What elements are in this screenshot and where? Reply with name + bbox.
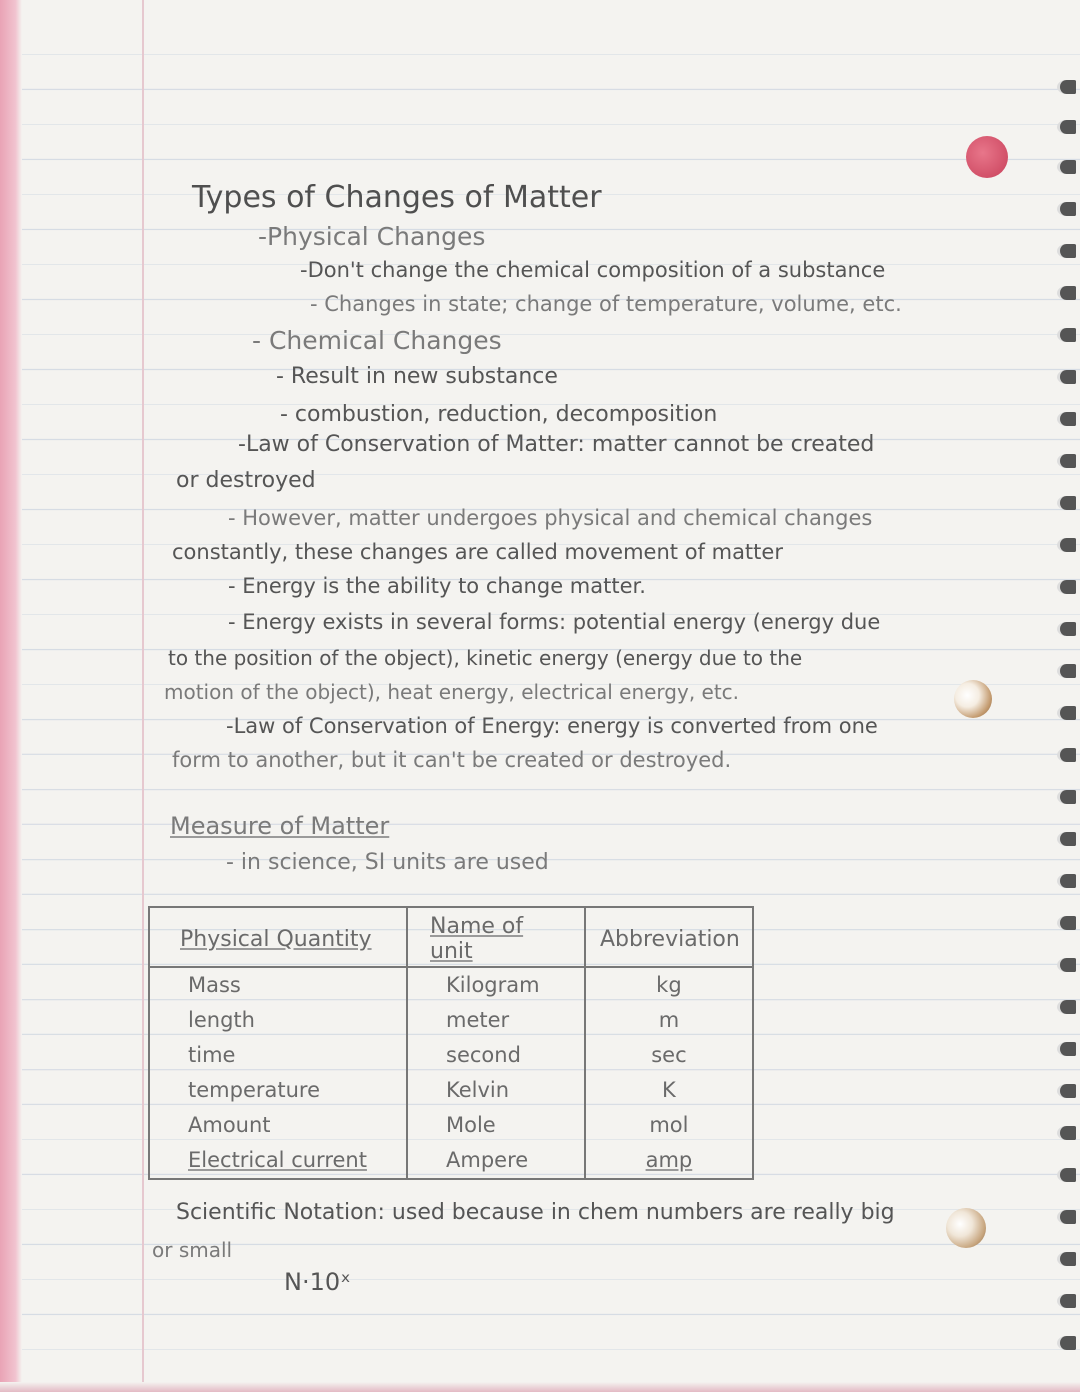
spiral-ring: [1057, 1294, 1076, 1308]
law-conservation-energy-cont: form to another, but it can't be created or destroyed.: [172, 748, 732, 772]
spiral-ring: [1057, 244, 1076, 258]
abbreviation-cell: kg: [585, 967, 753, 1003]
spiral-binding: [1054, 80, 1080, 1380]
table-row: [149, 1003, 753, 1038]
spiral-ring: [1057, 1126, 1076, 1140]
table-row: [149, 1108, 753, 1143]
abbreviation-cell: sec: [585, 1038, 753, 1073]
spiral-ring: [1057, 160, 1076, 174]
measure-heading: Measure of Matter: [170, 812, 390, 840]
quantity-cell: Mass: [149, 967, 407, 1003]
spiral-ring: [1057, 790, 1076, 804]
spiral-ring: [1057, 370, 1076, 384]
units-table-header-row: [149, 907, 753, 967]
quantity-cell: time: [149, 1038, 407, 1073]
physical-changes-point-2: - Changes in state; change of temperature, volume, etc.: [310, 292, 902, 316]
energy-forms-cont-2: motion of the object), heat energy, electrical energy, etc.: [164, 680, 740, 704]
margin-line: [142, 0, 144, 1392]
measure-si-units: - in science, SI units are used: [226, 850, 549, 875]
unit-cell: second: [407, 1038, 585, 1073]
spiral-ring: [1057, 1252, 1076, 1266]
energy-forms: - Energy exists in several forms: potential energy (energy due: [228, 610, 881, 634]
spiral-ring: [1057, 1336, 1076, 1350]
units-table: [148, 906, 754, 1180]
table-row: [149, 1038, 753, 1073]
spiral-ring: [1057, 1000, 1076, 1014]
unit-cell: Kelvin: [407, 1073, 585, 1108]
quantity-cell: Amount: [149, 1108, 407, 1143]
spiral-ring: [1057, 958, 1076, 972]
quantity-cell: temperature: [149, 1073, 407, 1108]
spiral-ring: [1057, 328, 1076, 342]
however-line-cont: constantly, these changes are called movement of matter: [172, 540, 783, 564]
table-row: [149, 1073, 753, 1108]
table-row: [149, 967, 753, 1003]
spiral-ring: [1057, 622, 1076, 636]
spiral-ring: [1057, 412, 1076, 426]
spiral-ring: [1057, 202, 1076, 216]
abbreviation-cell: mol: [585, 1108, 753, 1143]
chemical-changes-heading: - Chemical Changes: [252, 326, 502, 355]
header-physical-quantity: Physical Quantity: [149, 907, 407, 967]
scientific-notation-cont: or small: [152, 1238, 233, 1262]
spiral-ring: [1057, 80, 1076, 94]
spiral-ring: [1057, 454, 1076, 468]
spiral-ring: [1057, 748, 1076, 762]
unit-cell: Ampere: [407, 1143, 585, 1179]
header-name-of-unit: Name of unit: [407, 907, 585, 967]
spiral-ring: [1057, 538, 1076, 552]
scientific-notation-line: Scientific Notation: used because in chem numbers are really big: [176, 1200, 895, 1225]
abbreviation-cell: amp: [585, 1143, 753, 1179]
law-conservation-matter-cont: or destroyed: [176, 468, 316, 493]
chemical-changes-point-1: - Result in new substance: [276, 364, 558, 389]
binder-hole-top: [966, 136, 1008, 178]
unit-cell: Mole: [407, 1108, 585, 1143]
energy-forms-cont-1: to the position of the object), kinetic energy (energy due to the: [168, 646, 803, 670]
spiral-ring: [1057, 874, 1076, 888]
unit-cell: Kilogram: [407, 967, 585, 1003]
abbreviation-cell: m: [585, 1003, 753, 1038]
spiral-ring: [1057, 580, 1076, 594]
binder-hole-middle: [954, 680, 992, 718]
spiral-ring: [1057, 120, 1076, 134]
physical-changes-heading: -Physical Changes: [258, 222, 486, 251]
spiral-ring: [1057, 1084, 1076, 1098]
spiral-ring: [1057, 664, 1076, 678]
bottom-page-edge: [0, 1382, 1080, 1392]
scientific-notation-formula: N·10ˣ: [284, 1268, 351, 1296]
header-abbreviation: Abbreviation: [585, 907, 753, 967]
notes-title: Types of Changes of Matter: [192, 180, 602, 215]
chemical-changes-point-2: - combustion, reduction, decomposition: [280, 402, 718, 427]
binder-hole-bottom: [946, 1208, 986, 1248]
spiral-ring: [1057, 706, 1076, 720]
spiral-ring: [1057, 1168, 1076, 1182]
spiral-ring: [1057, 286, 1076, 300]
abbreviation-cell: K: [585, 1073, 753, 1108]
spiral-ring: [1057, 1042, 1076, 1056]
law-conservation-matter: -Law of Conservation of Matter: matter cannot be created: [238, 432, 875, 457]
unit-cell: meter: [407, 1003, 585, 1038]
physical-changes-point-1: -Don't change the chemical composition of a substance: [300, 258, 886, 282]
pink-page-edge: [0, 0, 22, 1392]
table-row: [149, 1143, 753, 1179]
quantity-cell: Electrical current: [149, 1143, 407, 1179]
quantity-cell: length: [149, 1003, 407, 1038]
however-line: - However, matter undergoes physical and chemical changes: [228, 506, 873, 530]
spiral-ring: [1057, 916, 1076, 930]
energy-definition: - Energy is the ability to change matter.: [228, 574, 646, 598]
law-conservation-energy: -Law of Conservation of Energy: energy is converted from one: [226, 714, 878, 738]
spiral-ring: [1057, 496, 1076, 510]
spiral-ring: [1057, 1210, 1076, 1224]
spiral-ring: [1057, 832, 1076, 846]
